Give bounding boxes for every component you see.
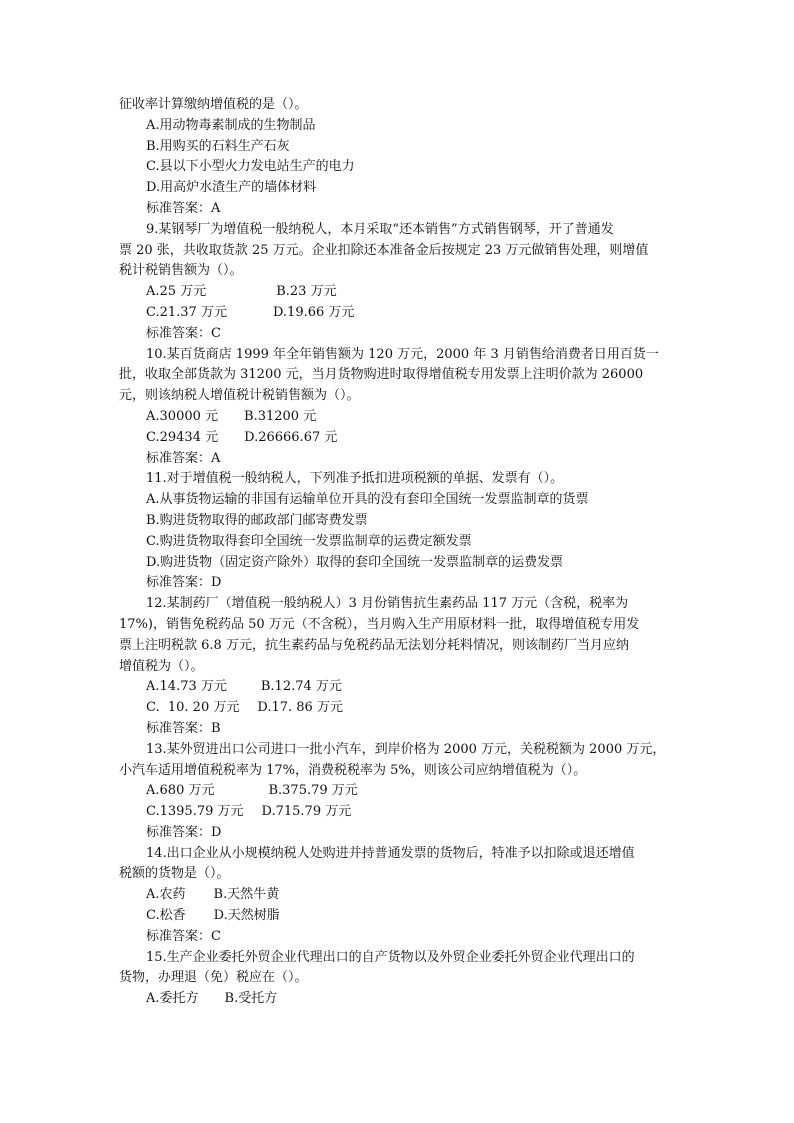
text-line: 13.某外贸进出口公司进口一批小汽车，到岸价格为 2000 万元，关税税额为 2000 万元， bbox=[146, 741, 666, 757]
option-text: B.12.74 万元 bbox=[260, 679, 342, 695]
option-row bbox=[119, 989, 675, 1010]
option-text: A.14.73 万元 bbox=[146, 679, 227, 695]
option-gap bbox=[244, 802, 262, 823]
text-line: C.购进货物取得套印全国统一发票监制章的运费定额发票 bbox=[146, 533, 472, 549]
text-line: 票 20 张，共收取货款 25 万元。企业扣除还本准备金后按规定 23 万元做销售处理，则增值 bbox=[119, 242, 649, 258]
text-line: A.从事货物运输的非国有运输单位开具的没有套印全国统一发票监制章的货票 bbox=[146, 492, 589, 508]
option-gap bbox=[227, 677, 261, 698]
option-row bbox=[119, 885, 675, 906]
option-row bbox=[119, 407, 675, 428]
option-text: A.25 万元 bbox=[146, 284, 207, 300]
option-text: C.29434 元 bbox=[146, 429, 219, 445]
text-line: 税计税销售额为（）。 bbox=[119, 263, 243, 279]
text-line: 标准答案：A bbox=[146, 200, 221, 216]
option-row bbox=[119, 802, 675, 823]
option-row bbox=[119, 906, 675, 927]
text-line: 标准答案：D bbox=[146, 575, 222, 591]
option-gap bbox=[214, 781, 268, 802]
option-row bbox=[119, 282, 675, 303]
option-row bbox=[119, 428, 675, 449]
option-gap bbox=[218, 428, 244, 449]
option-text: D.19.66 万元 bbox=[272, 304, 355, 320]
text-line: 征收率计算缴纳增值税的是（）。 bbox=[119, 97, 308, 112]
option-text: D.17. 86 万元 bbox=[257, 700, 343, 716]
option-text: B.天然牛黄 bbox=[213, 887, 280, 903]
text-line: 15.生产企业委托外贸企业代理出口的自产货物以及外贸企业委托外贸企业代理出口的 bbox=[146, 949, 635, 965]
text-line: 标准答案：D bbox=[146, 824, 222, 840]
text-line: 标准答案：C bbox=[146, 325, 221, 341]
text-line: 标准答案：C bbox=[146, 928, 221, 944]
option-row bbox=[119, 303, 675, 324]
option-text: C. 10. 20 万元 bbox=[146, 700, 240, 716]
text-line: 增值税为（）。 bbox=[119, 658, 204, 674]
option-text: D.天然树脂 bbox=[213, 908, 280, 924]
document-body bbox=[119, 95, 675, 1010]
option-text: A.农药 bbox=[146, 887, 186, 903]
option-gap bbox=[218, 407, 244, 428]
option-gap bbox=[239, 698, 257, 719]
option-gap bbox=[206, 282, 276, 303]
text-line: B.用购买的石料生产石灰 bbox=[146, 138, 290, 154]
option-text: D.26666.67 元 bbox=[244, 429, 338, 445]
text-line: 小汽车适用增值税税率为 17%，消费税税率为 5%，则该公司应纳增值税为（）。 bbox=[119, 762, 587, 778]
option-gap bbox=[227, 303, 273, 324]
text-line: 元，则该纳税人增值税计税销售额为（）。 bbox=[119, 388, 360, 404]
text-line: D.用高炉水渣生产的墙体材料 bbox=[146, 180, 317, 196]
option-text: B.受托方 bbox=[224, 991, 278, 1007]
option-gap bbox=[186, 885, 214, 906]
text-line: 9.某钢琴厂为增值税一般纳税人，本月采取“还本销售”方式销售钢琴，开了普通发 bbox=[146, 221, 614, 237]
text-line: A.用动物毒素制成的生物制品 bbox=[146, 117, 316, 133]
text-line: 批，收取全部货款为 31200 元，当月货物购进时取得增值税专用发票上注明价款为 26000 bbox=[119, 367, 644, 383]
option-row bbox=[119, 781, 675, 802]
option-text: B.375.79 万元 bbox=[268, 783, 358, 799]
text-line: B.购进货物取得的邮政部门邮寄费发票 bbox=[146, 512, 368, 528]
option-text: A.委托方 bbox=[146, 991, 199, 1007]
text-line: 票上注明税款 6.8 万元，抗生素药品与免税药品无法划分耗料情况，则该制药厂当月应纳 bbox=[119, 637, 629, 653]
text-line: 12.某制药厂（增值税一般纳税人）3 月份销售抗生素药品 117 万元（含税，税率为 bbox=[146, 596, 629, 612]
option-text: C.松香 bbox=[146, 908, 186, 924]
text-line: 标准答案：A bbox=[146, 450, 221, 466]
text-line: 14.出口企业从小规模纳税人处购进并持普通发票的货物后，特准予以扣除或退还增值 bbox=[146, 845, 635, 861]
text-line: 标准答案：B bbox=[146, 720, 221, 736]
text-line: 货物，办理退（免）税应在（）。 bbox=[119, 970, 308, 986]
option-row bbox=[119, 677, 675, 698]
option-text: D.715.79 万元 bbox=[261, 804, 352, 820]
text-line: 11.对于增值税一般纳税人，下列准予抵扣进项税额的单据、发票有（）。 bbox=[146, 471, 564, 487]
text-line: D.购进货物（固定资产除外）取得的套印全国统一发票监制章的运费发票 bbox=[146, 554, 564, 570]
option-text: B.23 万元 bbox=[276, 284, 337, 300]
option-gap bbox=[186, 906, 214, 927]
option-text: A.30000 元 bbox=[146, 408, 219, 424]
option-text: C.21.37 万元 bbox=[146, 304, 227, 320]
text-line: 税额的货物是（）。 bbox=[119, 866, 230, 882]
text-line: C.县以下小型火力发电站生产的电力 bbox=[146, 159, 355, 175]
option-text: B.31200 元 bbox=[244, 408, 317, 424]
option-gap bbox=[199, 989, 225, 1010]
text-line: 10.某百货商店 1999 年全年销售额为 120 万元，2000 年 3 月销售给消费者日用百货一 bbox=[146, 346, 659, 362]
option-row bbox=[119, 698, 675, 719]
option-text: A.680 万元 bbox=[146, 783, 215, 799]
option-text: C.1395.79 万元 bbox=[146, 804, 244, 820]
text-line: 17%)，销售免税药品 50 万元（不含税），当月购入生产用原材料一批，取得增值税专用发 bbox=[119, 616, 640, 632]
